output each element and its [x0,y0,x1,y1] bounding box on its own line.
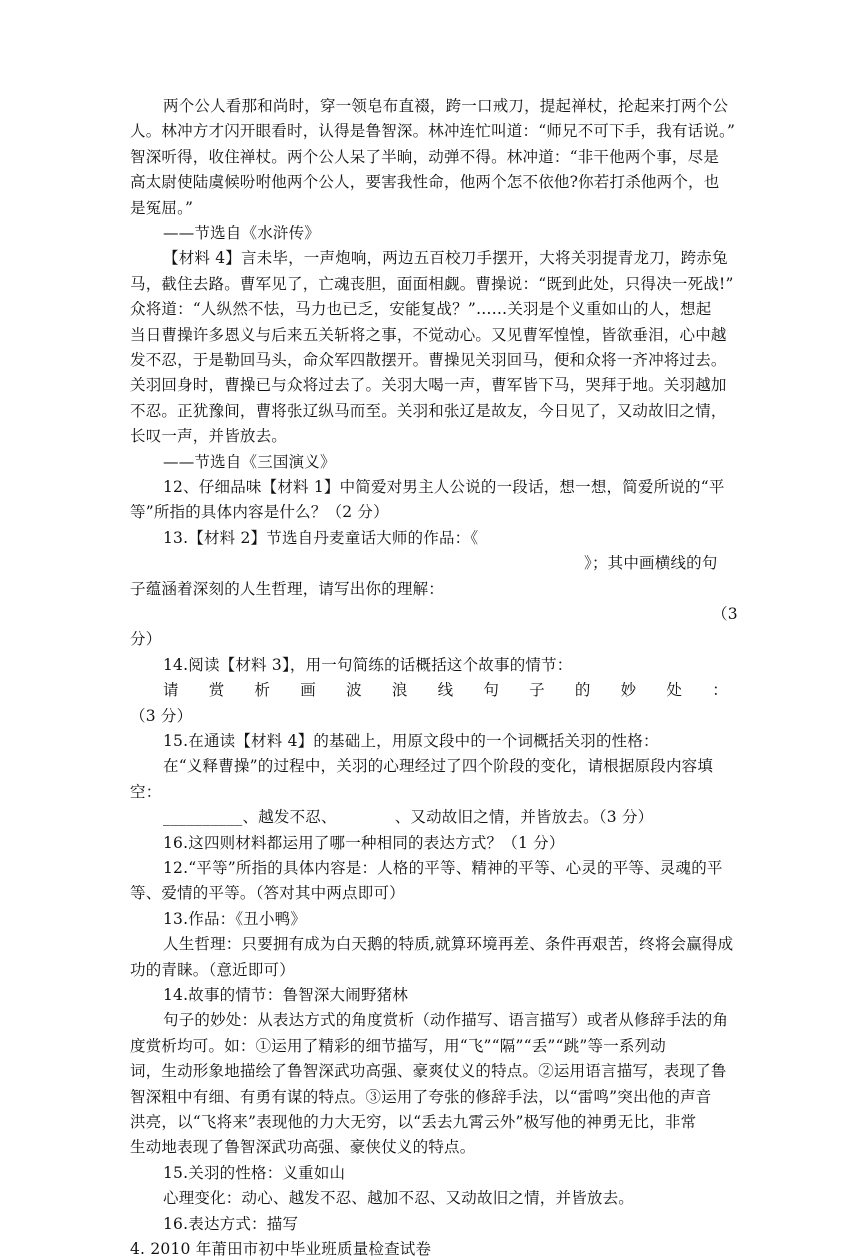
fill-text: 、又动故旧之情，并皆放去。（3 分） [394,808,654,827]
spaced-char: 波 [346,681,362,700]
text-line: 不忍。正犹豫间，曹将张辽纵马而至。关羽和张辽是故友，今日见了，又动故旧之情， [130,401,727,420]
spaced-char: 妙 [620,681,637,700]
question-12: 12、仔细品味【材料 1】中简爱对男主人公说的一段话，想一想，简爱所说的“平 [163,478,725,496]
spaced-char: 浪 [391,681,408,700]
answer-line: 洪亮，以“飞将来”表现他的力大无穷，以“丢去九霄云外”极写他的神勇无比，非常 [130,1113,697,1131]
spaced-char: 赏 [208,681,225,700]
question-15-part-b: 在“义释曹操”的过程中，关羽的心理经过了四个阶段的变化，请根据原段内容填 [163,757,714,776]
text-line: 众将道：“人纵然不怯，马力也已乏，安能复战？”……关羽是个义重如山的人，想起 [130,300,712,319]
answer-line: 词，生动形象地描绘了鲁智深武功高强、豪爽仗义的特点。②运用语言描写，表现了鲁 [130,1062,727,1081]
question-15: 15.在通读【材料 4】的基础上，用原文段中的一个词概括关羽的性格： [163,732,659,750]
source-citation: ——节选自《水浒传》 [163,224,321,242]
spaced-char: 的 [574,681,591,700]
fill-text: 、越发不忍、 [242,808,337,827]
next-section-heading: 4. 2010 年莆田市初中毕业班质量检查试卷 [130,1240,432,1258]
text-line: 【材料 4】言未毕，一声炮响，两边五百校刀手摆开，大将关羽提青龙刀，跨赤兔 [163,249,728,268]
text-line: 长叹一声，并皆放去。 [130,427,288,446]
answer-line: 15.关羽的性格：义重如山 [163,1163,346,1182]
question-16: 16.这四则材料都运用了哪一种相同的表达方式？（1 分） [163,833,565,852]
question-15-part-c: 空： [130,782,162,801]
text-line: 智深听得，收住禅杖。两个公人呆了半晌，动弹不得。林冲道：“非干他两个事，尽是 [130,147,720,166]
answer-line: 16.表达方式：描写 [163,1214,299,1233]
question-13-part-a: 13.【材料 2】节选自丹麦童话大师的作品：《 [163,528,479,547]
text-line: 发不忍，于是勒回马头，命众军四散摆开。曹操见关羽回马，便和众将一齐冲将过去。 [130,351,727,369]
answer-line: 14.故事的情节：鲁智深大闹野猪林 [163,986,409,1004]
answer-line: 度赏析均可。如：①运用了精彩的细节描写，用“飞”“隔”“丢”“跳”等一系列动 [130,1036,666,1055]
question-14-score: （3 分） [130,706,193,725]
answer-line: 人生哲理：只要拥有成为白天鹅的特质,就算环境再差、条件再艰苦，终将会赢得成 [163,935,734,954]
answer-line: 句子的妙处：从表达方式的角度赏析（动作描写、语言描写）或者从修辞手法的角 [163,1011,729,1030]
fill-blank: __________ [163,808,243,827]
spaced-char: 句 [483,681,500,700]
spaced-char: 画 [300,681,316,700]
answer-line: 心理变化：动心、越发不忍、越加不忍、又动故旧之情，并皆放去。 [163,1189,635,1208]
question-15-fill-line [163,807,653,827]
question-14-spaced-line [163,680,728,700]
question-14: 14.阅读【材料 3】，用一句简练的话概括这个故事的情节： [163,655,573,674]
spaced-char: 线 [437,681,454,700]
text-line: 马，截住去路。曹军见了，亡魂丧胆，面面相觑。曹操说：“既到此处，只得决一死战!” [130,274,734,293]
question-13-part-c: 子蕴涵着深刻的人生哲理，请写出你的理解： [130,579,445,598]
spaced-char: 析 [254,681,271,700]
text-line: 关羽回身时，曹操已与众将过去了。关羽大喝一声，曹军皆下马，哭拜于地。关羽越加 [130,376,727,395]
answer-line: 等、爱情的平等。（答对其中两点即可） [130,884,405,903]
question-13-part-b: 》；其中画横线的句 [584,554,718,573]
answer-line: 13.作品：《丑小鸭》 [163,909,307,928]
answer-line: 12.“平等”所指的具体内容是：人格的平等、精神的平等、心灵的平等、灵魂的平 [163,859,723,877]
answer-line: 功的青睐。（意近即可） [130,960,295,979]
answer-line: 生动地表现了鲁智深武功高强、豪侠仗义的特点。 [130,1138,476,1157]
spaced-char: 处 [666,681,683,700]
text-line: 两个公人看那和尚时，穿一领皂布直裰，跨一口戒刀，提起禅杖，抡起来打两个公 [163,97,729,115]
question-12-cont: 等”所指的具体内容是什么？（2 分） [130,503,389,522]
spaced-char: 子 [529,681,545,700]
text-line: 是冤屈。” [130,198,194,217]
spaced-char: ： [712,681,728,700]
source-citation: ——节选自《三国演义》 [163,452,336,471]
question-13-score-cont: 分） [130,630,162,649]
text-line: 人。林冲方才闪开眼看时，认得是鲁智深。林冲连忙叫道：“师兄不可下手，我有话说。” [130,122,736,141]
spaced-char: 请 [163,681,179,700]
text-line: 当日曹操许多恩义与后来五关斩将之事，不觉动心。又见曹军惶惶，皆欲垂泪，心中越 [130,325,727,344]
question-13-score: （3 [712,605,738,623]
answer-line: 智深粗中有细、有勇有谋的特点。③运用了夸张的修辞手法，以“雷鸣”突出他的声音 [130,1087,712,1106]
text-line: 高太尉使陆虞候吩咐他两个公人，要害我性命，他两个怎不依他?你若打杀他两个，也 [130,173,720,192]
